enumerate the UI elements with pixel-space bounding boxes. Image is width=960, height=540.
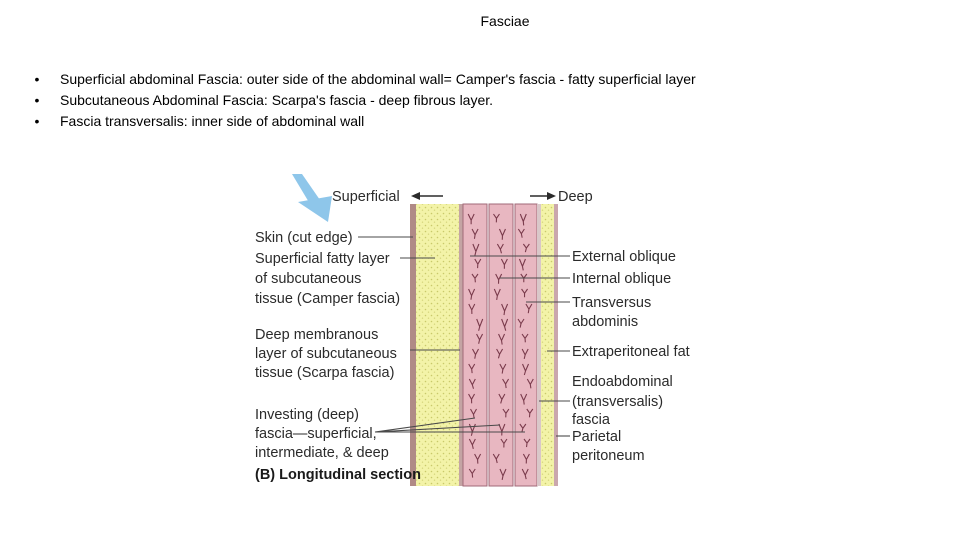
direction-superficial-label: Superficial bbox=[332, 189, 400, 205]
abdominal-wall-figure bbox=[250, 170, 710, 490]
transversus-layer bbox=[515, 204, 537, 486]
bullet-icon: • bbox=[34, 71, 40, 87]
arrow-right-icon bbox=[547, 192, 556, 200]
label-endoabdominal-2: (transversalis) bbox=[572, 394, 664, 410]
bullet-item bbox=[30, 90, 696, 111]
slide-title: Fasciae bbox=[480, 13, 530, 29]
bullet-text: Subcutaneous Abdominal Fascia: Scarpa's fascia - deep fibrous layer. bbox=[60, 92, 494, 108]
label-parietal-1: Parietal bbox=[572, 429, 622, 445]
layer-stack bbox=[410, 204, 558, 486]
arrow-icon bbox=[292, 174, 332, 222]
label-internal-oblique: Internal oblique bbox=[572, 271, 672, 287]
label-endoabdominal-3: fascia bbox=[572, 412, 610, 428]
skin-layer bbox=[410, 204, 416, 486]
label-membranous-2: layer of subcutaneous bbox=[255, 346, 397, 362]
right-labels bbox=[572, 249, 690, 464]
label-extraperitoneal-fat: Extraperitoneal fat bbox=[572, 344, 690, 360]
fascia-diagram bbox=[250, 170, 710, 490]
extraperitoneal-fat-layer bbox=[541, 204, 554, 486]
internal-oblique-layer bbox=[489, 204, 513, 486]
direction-deep-label: Deep bbox=[558, 189, 593, 205]
label-transversus-2: abdominis bbox=[572, 314, 639, 330]
bullet-icon: • bbox=[34, 113, 40, 129]
arrow-left-icon bbox=[411, 192, 420, 200]
label-membranous-1: Deep membranous bbox=[255, 327, 379, 343]
label-endoabdominal-1: Endoabdominal bbox=[572, 374, 673, 390]
parietal-peritoneum-layer bbox=[554, 204, 558, 486]
transversalis-fascia-layer bbox=[537, 204, 541, 486]
bullet-list bbox=[30, 69, 696, 132]
superficial-fatty-layer bbox=[416, 204, 459, 486]
figure-caption: (B) Longitudinal section bbox=[255, 467, 421, 483]
label-membranous-3: tissue (Scarpa fascia) bbox=[255, 365, 395, 381]
bullet-item bbox=[30, 69, 696, 90]
label-fatty-3: tissue (Camper fascia) bbox=[255, 291, 401, 307]
bullet-item bbox=[30, 111, 696, 132]
bullet-icon: • bbox=[34, 92, 40, 108]
external-oblique-layer bbox=[463, 204, 487, 486]
label-fatty-1: Superficial fatty layer bbox=[255, 251, 390, 267]
bullet-text: Superficial abdominal Fascia: outer side of the abdominal wall= Camper's fascia - fatty superficial layer bbox=[60, 71, 696, 87]
left-labels bbox=[255, 230, 421, 483]
label-fatty-2: of subcutaneous bbox=[255, 271, 362, 287]
label-investing-3: intermediate, & deep bbox=[255, 445, 389, 461]
label-transversus-1: Transversus bbox=[572, 295, 652, 311]
label-parietal-2: peritoneum bbox=[572, 448, 645, 464]
label-skin: Skin (cut edge) bbox=[255, 230, 353, 246]
label-external-oblique: External oblique bbox=[572, 249, 676, 265]
bullet-text: Fascia transversalis: inner side of abdominal wall bbox=[60, 113, 365, 129]
label-investing-2: fascia—superficial, bbox=[255, 426, 377, 442]
label-investing-1: Investing (deep) bbox=[255, 407, 359, 423]
membranous-layer bbox=[459, 204, 463, 486]
